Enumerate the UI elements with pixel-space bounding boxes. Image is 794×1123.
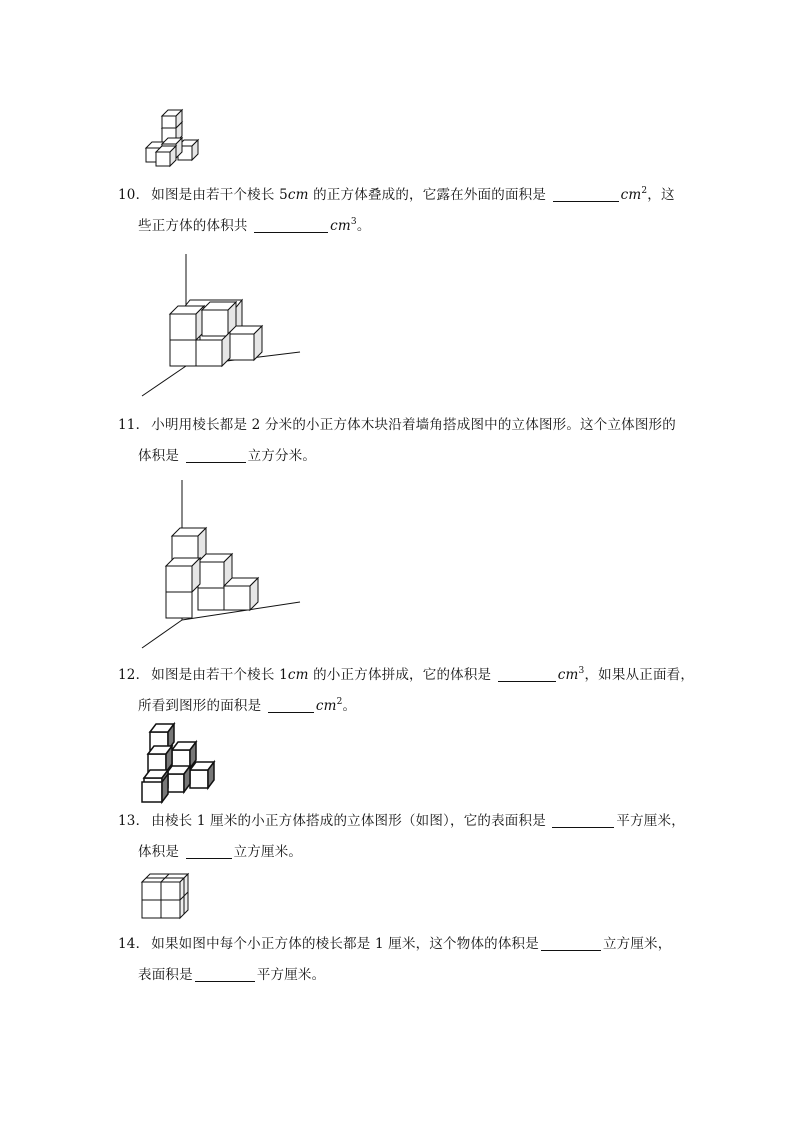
q12-volume-blank[interactable] xyxy=(498,667,556,682)
q13-volume-blank[interactable] xyxy=(186,844,232,859)
q13-line-1: 13． 由棱长 1 厘米的小正方体搭成的立体图形（如图），它的表面积是 平方厘米， xyxy=(118,813,685,829)
q14-number: 14． xyxy=(118,936,150,952)
q13-number: 13． xyxy=(118,813,150,829)
q14-line-2: 表面积是 平方厘米。 xyxy=(138,967,326,983)
q13-surface-area-blank[interactable] xyxy=(552,813,614,828)
q10-line-2: 些正方体的体积共 $cm^3$。 xyxy=(138,217,371,234)
q11-line-1: 11． 小明用棱长都是 2 分米的小正方体木块沿着墙角搭成图中的立体图形。这个立体图形的 xyxy=(118,417,676,433)
q14-surface-area-blank[interactable] xyxy=(195,967,255,982)
q11-line-2: 体积是 立方分米。 xyxy=(138,448,317,464)
q14-volume-blank[interactable] xyxy=(541,936,601,951)
q12-line-2: 所看到图形的面积是 $cm^2$。 xyxy=(138,697,357,714)
cube-block-figure-q13 xyxy=(138,870,194,922)
q12-area-blank[interactable] xyxy=(268,698,314,713)
q10-number: 10． xyxy=(118,187,150,203)
q11-number: 11． xyxy=(118,417,150,433)
q13-line-2: 体积是 立方厘米。 xyxy=(138,844,303,860)
cube-stack-figure-top xyxy=(140,108,204,168)
corner-cubes-figure-q10 xyxy=(138,252,306,400)
q10-volume-blank[interactable] xyxy=(254,218,328,233)
q10-area-blank[interactable] xyxy=(553,187,619,202)
q12-number: 12． xyxy=(118,667,150,683)
q12-line-1: 12． 如图是由若干个棱长 1cm 的小正方体拼成，它的体积是 $cm^3$，如果从正面看， xyxy=(118,666,695,683)
corner-cubes-figure-q11 xyxy=(138,478,306,650)
pyramid-cubes-figure-q12 xyxy=(138,720,222,806)
q14-line-1: 14． 如果如图中每个小正方体的棱长都是 1 厘米，这个物体的体积是 立方厘米， xyxy=(118,936,672,952)
q10-line-1: 10． 如图是由若干个棱长 5cm 的正方体叠成的，它露在外面的面积是 $cm^2$，这 xyxy=(118,186,675,203)
q11-volume-blank[interactable] xyxy=(186,448,246,463)
